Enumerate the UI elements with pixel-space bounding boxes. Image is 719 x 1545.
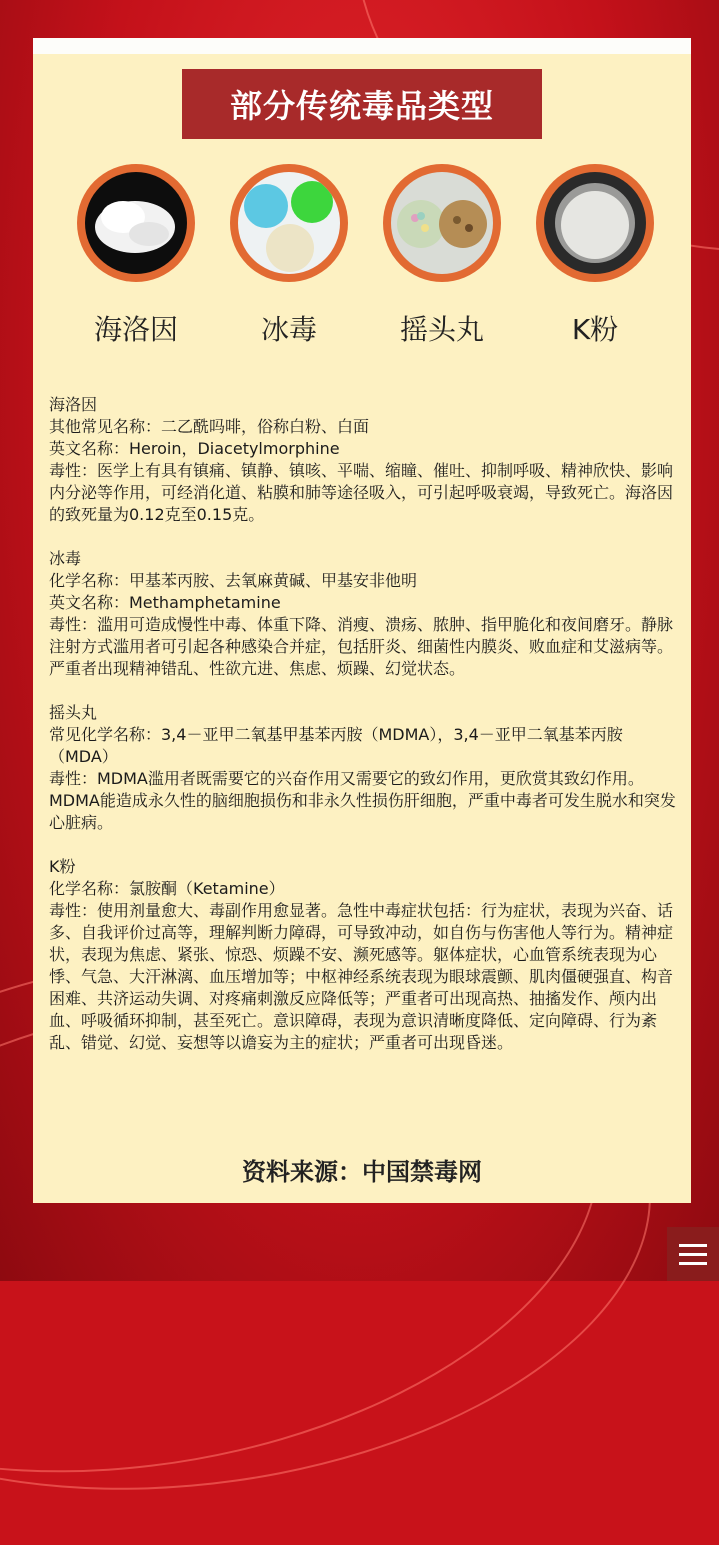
drug-image-frame: [536, 164, 654, 282]
section-heading: 冰毒: [49, 549, 82, 568]
drug-info-text: [49, 394, 679, 1076]
section-ecstasy: [49, 702, 679, 834]
section-heroin: [49, 394, 679, 526]
page-title: 部分传统毒品类型: [182, 69, 542, 139]
section-heading: 摇头丸: [49, 703, 98, 722]
section-k-powder: [49, 856, 679, 1054]
powder-dish-image: [544, 172, 646, 274]
section-line: 化学名称：氯胺酮（Ketamine）: [49, 879, 285, 898]
drug-item-heroin: [76, 164, 196, 348]
drug-item-k-powder: [535, 164, 655, 348]
drug-image-frame: [230, 164, 348, 282]
section-line: 毒性：滥用可造成慢性中毒、体重下降、消瘦、溃疡、脓肿、指甲脆化和夜间磨牙。静脉注射方式滥用者可引起各种感染合并症，包括肝炎、细菌性内膜炎、败血症和艾滋病等。严重者出现精神错乱、性欲亢进、焦虑、烦躁、幻觉状态。: [49, 615, 674, 678]
drug-name: K粉: [571, 313, 619, 346]
menu-bar: [679, 1262, 707, 1265]
drug-name: 海洛因: [93, 313, 178, 346]
drug-name: 冰毒: [260, 313, 317, 346]
section-line: 毒性：MDMA滥用者既需要它的兴奋作用又需要它的致幻作用，更欣赏其致幻作用。MDMA能造成永久性的脑细胞损伤和非永久性损伤肝细胞，严重中毒者可发生脱水和突发心脏病。: [49, 769, 676, 832]
section-line: 毒性：使用剂量愈大、毒副作用愈显著。急性中毒症状包括：行为症状，表现为兴奋、话多、自我评价过高等，理解判断力障碍，可导致冲动，如自伤与伤害他人等行为。精神症状，表现为焦虑、紧张、惊恐、烦躁不安、濒死感等。躯体症状，心血管系统表现为心悸、气急、大汗淋漓、血压增加等；中枢神经系统表现为眼球震颤、肌肉僵硬强直、构音困难、共济运动失调、对疼痛刺激反应降低等；严重者可出现高热、抽搐发作、颅内出血、呼吸循环抑制，甚至死亡。意识障碍，表现为意识清晰度降低、定向障碍、行为紊乱、错觉、幻觉、妄想等以谵妄为主的症状；严重者可出现昏迷。: [49, 901, 674, 1052]
drug-item-ice: [229, 164, 349, 348]
drug-name: 摇头丸: [399, 313, 484, 346]
crystal-dishes-image: [238, 172, 340, 274]
section-line: 常见化学名称：3,4－亚甲二氧基甲基苯丙胺（MDMA），3,4－亚甲二氧基苯丙胺（MDA）: [49, 725, 623, 766]
section-line: 英文名称：Methamphetamine: [49, 593, 281, 612]
source-credit: 资料来源：中国禁毒网: [242, 1158, 482, 1186]
white-powder-image: [85, 172, 187, 274]
section-line: 其他常见名称：二乙酰吗啡，俗称白粉、白面: [49, 417, 370, 436]
section-line: 英文名称：Heroin，Diacetylmorphine: [49, 439, 340, 458]
hamburger-menu-icon[interactable]: [667, 1227, 719, 1281]
pill-dishes-image: [391, 172, 493, 274]
drug-item-ecstasy: [382, 164, 502, 348]
section-heading: 海洛因: [49, 395, 98, 414]
section-ice: [49, 548, 679, 680]
drug-image-frame: [383, 164, 501, 282]
poster-card: [33, 38, 691, 1203]
menu-bar: [679, 1253, 707, 1256]
section-heading: K粉: [49, 857, 76, 876]
menu-bar: [679, 1244, 707, 1247]
section-line: 毒性：医学上有具有镇痛、镇静、镇咳、平喘、缩瞳、催吐、抑制呼吸、精神欣快、影响内分泌等作用，可经消化道、粘膜和肺等途径吸入，可引起呼吸衰竭，导致死亡。海洛因的致死量为0.12克至0.15克。: [49, 461, 674, 524]
section-line: 化学名称：甲基苯丙胺、去氧麻黄碱、甲基安非他明: [49, 571, 418, 590]
drug-image-frame: [77, 164, 195, 282]
drug-image-row: [33, 164, 691, 346]
